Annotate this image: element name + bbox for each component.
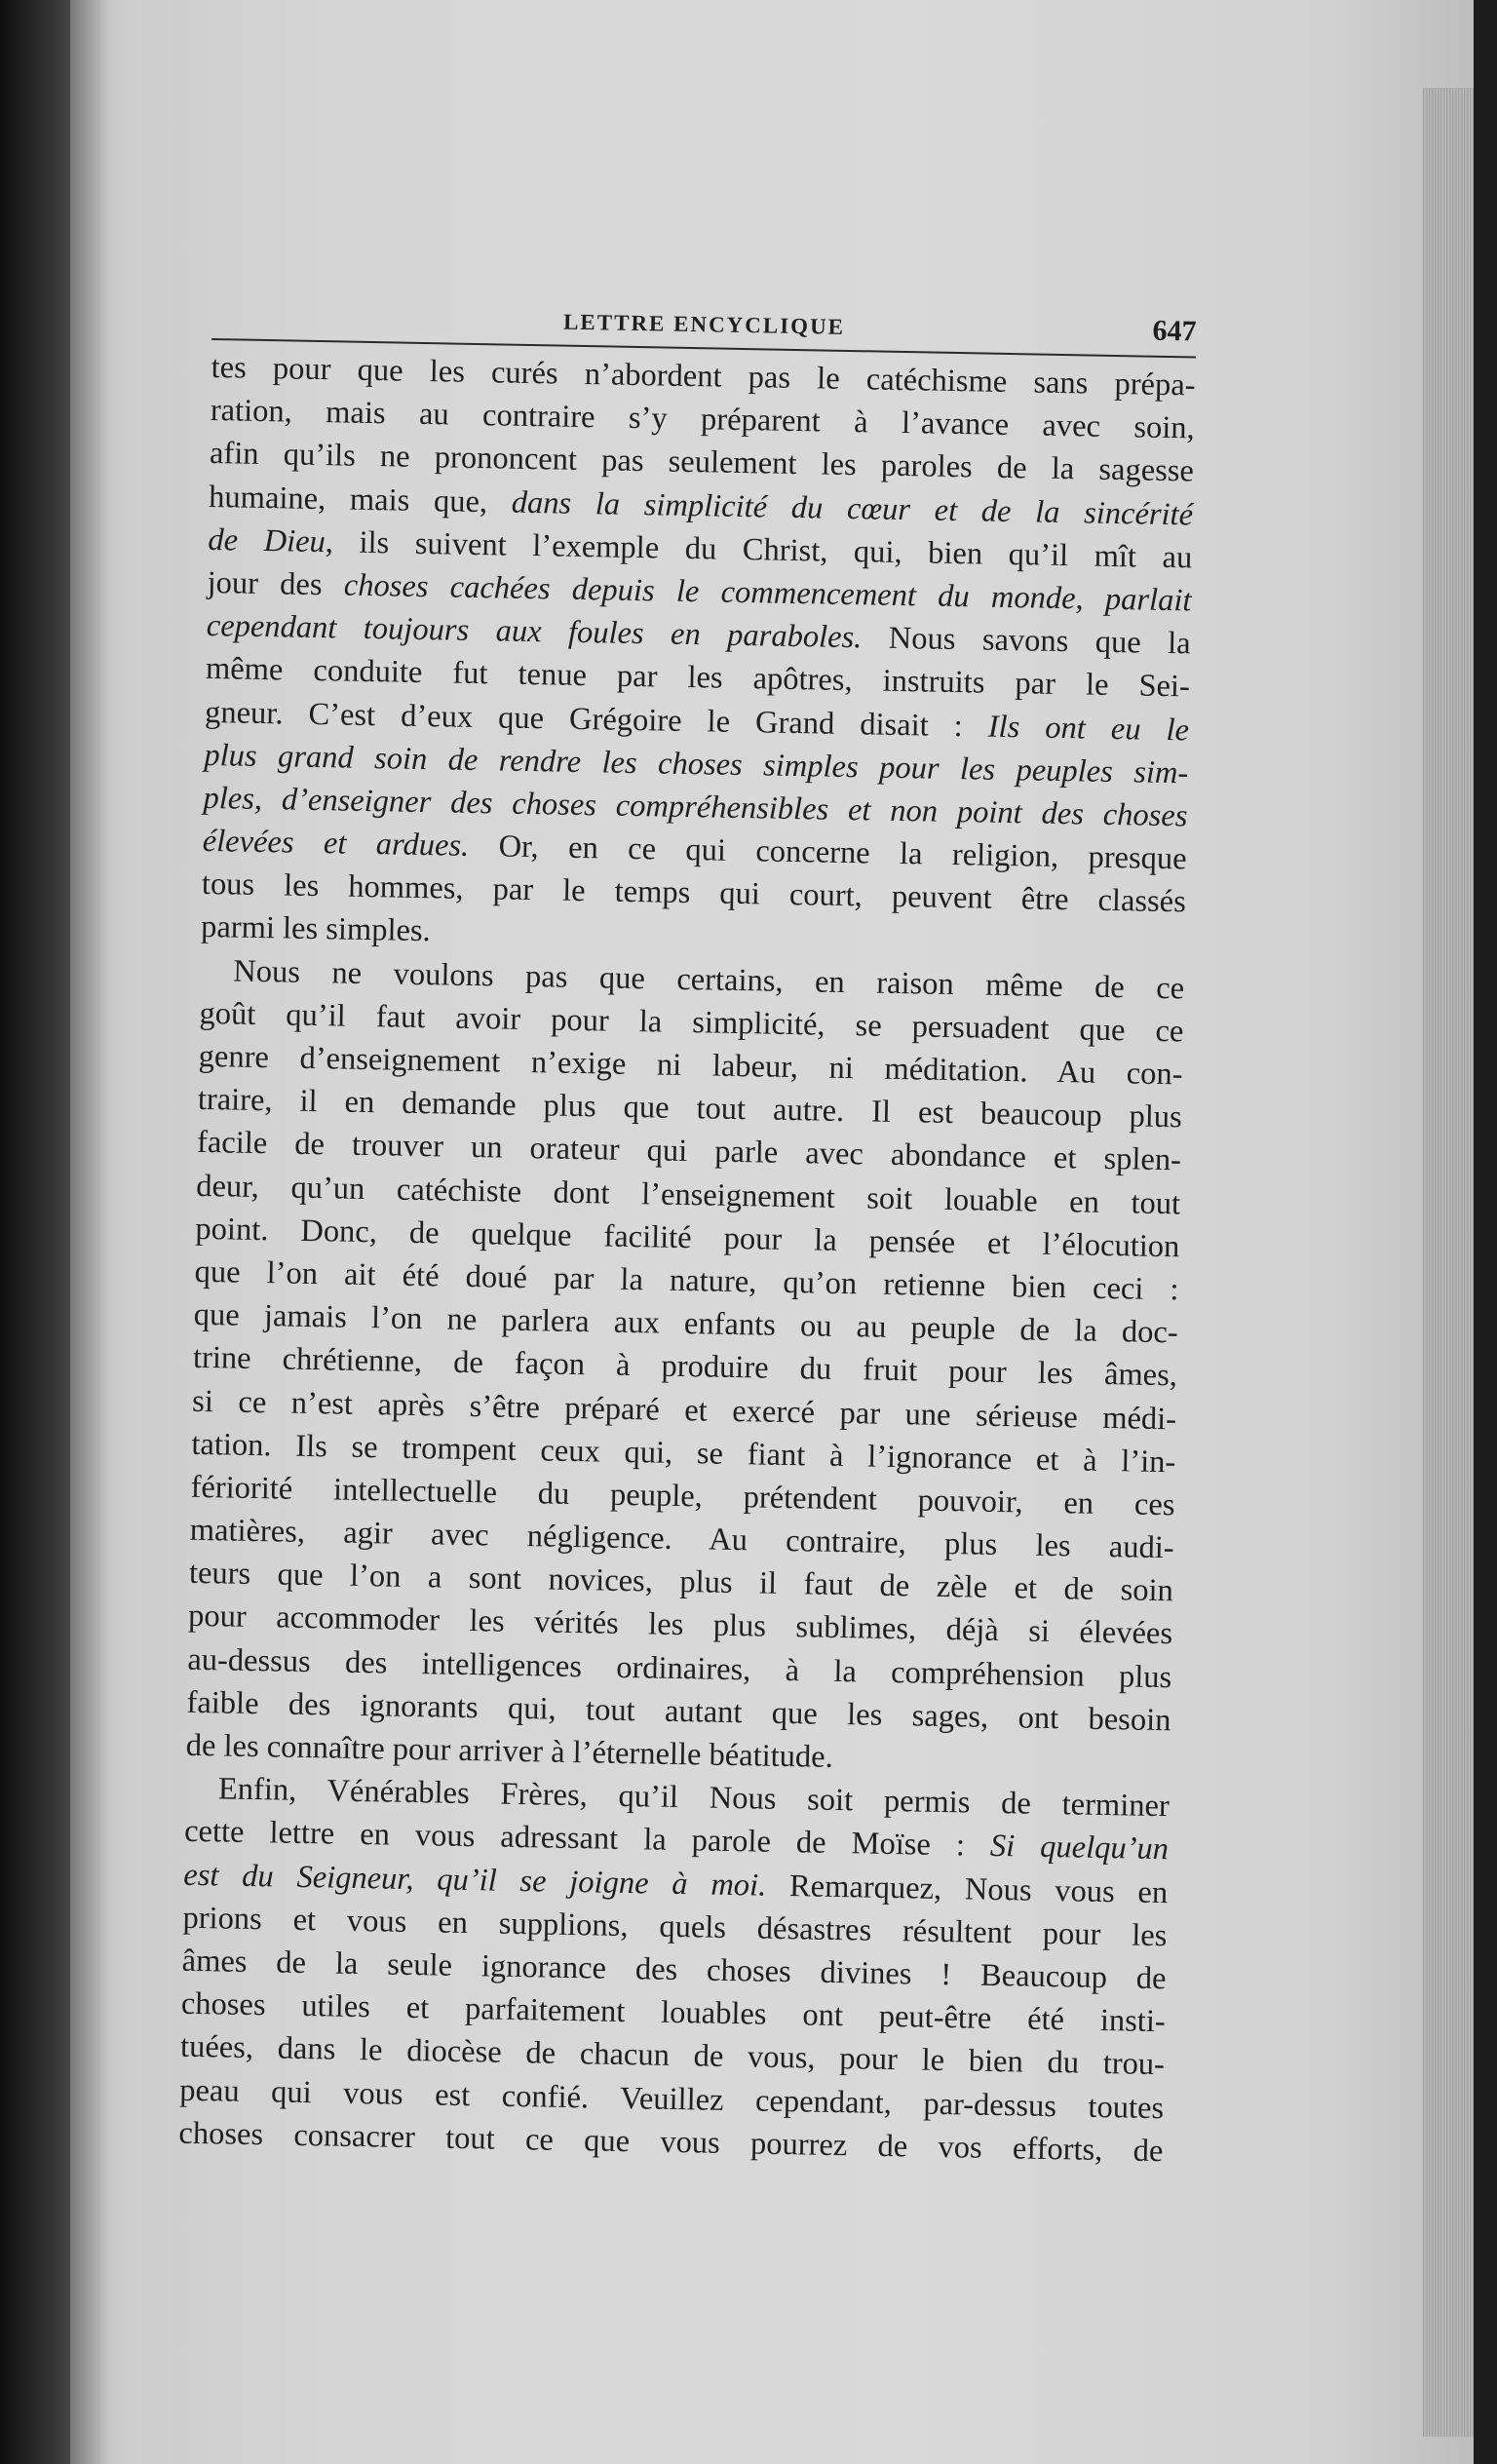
- text-run: afin qu’ils ne prononcent pas seulement les paroles de la sagesse: [209, 436, 1195, 489]
- text-run: teurs que l’on a sont novices, plus il faut de zèle et de soin: [188, 1556, 1174, 1609]
- text-run: matières, agir avec négligence. Au contraire, plus les audi-: [189, 1512, 1174, 1566]
- text-run: tous les hommes, par le temps qui court, peuvent être classés: [201, 866, 1187, 920]
- text-run: Or, en ce qui concerne la religion, presque: [468, 828, 1187, 877]
- text-run: que jamais l’on ne parlera aux enfants ou au peuple de la doc-: [193, 1296, 1179, 1351]
- text-run: Remarquez, Nous vous en: [765, 1867, 1169, 1910]
- italic-text: choses cachées depuis le commencement du monde, parlait: [343, 567, 1192, 619]
- text-run: que l’on ait été doué par la nature, qu’on retienne bien ceci :: [194, 1253, 1179, 1308]
- text-run: point. Donc, de quelque facilité pour la pensée et l’élocution: [195, 1211, 1180, 1265]
- text-run: humaine, mais que,: [208, 479, 513, 520]
- text-run: Nous savons que la: [862, 620, 1191, 662]
- text-run: choses consacrer tout ce que vous pourrez de vos efforts, de: [178, 2115, 1164, 2169]
- text-run: tation. Ils se trompent ceux qui, se fiant à l’ignorance et à l’in-: [191, 1426, 1176, 1480]
- text-run: facile de trouver un orateur qui parle avec abondance et splen-: [196, 1125, 1182, 1178]
- text-run: choses utiles et parfaitement louables ont peut-être été insti-: [180, 1985, 1167, 2040]
- text-run: fériorité intellectuelle du peuple, prétendent pouvoir, en ces: [190, 1469, 1175, 1523]
- text-run: parmi les simples.: [200, 909, 432, 949]
- italic-text: plus grand soin de rendre les choses simples pour les peuples sim-: [204, 737, 1189, 791]
- text-block: [178, 297, 1197, 2173]
- text-run: de les connaître pour arriver à l’éternelle béatitude.: [185, 1727, 834, 1775]
- italic-text: ples, d’enseigner des choses compréhensibles et non point des choses: [203, 780, 1188, 834]
- italic-text: dans la simplicité du cœur et de la sincérité: [511, 484, 1194, 533]
- italic-text: de Dieu: [208, 521, 326, 559]
- text-run: au-dessus des intelligences ordinaires, à la compréhension plus: [187, 1641, 1172, 1695]
- text-run: tuées, dans le diocèse de chacun de vous, pour le bien du trou-: [179, 2029, 1166, 2083]
- text-run: âmes de la seule ignorance des choses divines ! Beaucoup de: [181, 1943, 1167, 1997]
- text-run: même conduite fut tenue par les apôtres, instruits par le Sei-: [205, 651, 1191, 705]
- text-run: Nous ne voulons pas que certains, en raison même de ce: [233, 953, 1185, 1007]
- text-run: tes pour que les curés n’abordent pas le catéchisme sans prépa-: [211, 349, 1196, 404]
- italic-text: élevées et ardues.: [202, 823, 470, 864]
- body-text: [178, 346, 1196, 2173]
- text-run: si ce n’est après s’être préparé et exercé par une sérieuse médi-: [191, 1383, 1177, 1437]
- text-run: deur, qu’un catéchiste dont l’enseignement soit louable en tout: [195, 1168, 1181, 1221]
- text-run: peau qui vous est confié. Veuillez cependant, par-dessus toutes: [178, 2072, 1165, 2126]
- text-run: pour accommoder les vérités les plus sublimes, déjà si élevées: [187, 1598, 1173, 1652]
- running-title: LETTRE ENCYCLIQUE: [562, 309, 846, 339]
- text-run: , ils suivent l’exemple du Christ, qui, bien qu’il mît au: [325, 523, 1193, 576]
- text-run: Enfin, Vénérables Frères, qu’il Nous soit permis de terminer: [217, 1771, 1171, 1825]
- text-run: ration, mais au contraire s’y préparent à l’avance avec soin,: [210, 393, 1196, 446]
- text-run: trine chrétienne, de façon à produire du fruit pour les âmes,: [192, 1340, 1178, 1394]
- text-run: prions et vous en supplions, quels désastres résultent pour les: [182, 1900, 1168, 1953]
- text-run: cette lettre en vous adressant la parole de Moïse :: [183, 1814, 991, 1865]
- gutter-shadow: [70, 0, 109, 2464]
- text-run: genre d’enseignement n’exige ni labeur, ni méditation. Au con-: [198, 1038, 1183, 1093]
- italic-text: Ils ont eu le: [987, 709, 1190, 748]
- text-run: traire, il en demande plus que tout autre. Il est beaucoup plus: [197, 1082, 1183, 1136]
- page-number: 647: [1152, 314, 1197, 348]
- text-run: gneur. C’est d’eux que Grégoire le Grand disait :: [204, 694, 989, 745]
- text-run: jour des: [207, 564, 345, 603]
- italic-text: cependant toujours aux foules en paraboles.: [206, 608, 863, 656]
- text-run: faible des ignorants qui, tout autant que les sages, ont besoin: [186, 1684, 1171, 1739]
- page-edges: [1423, 88, 1474, 2437]
- text-run: goût qu’il faut avoir pour la simplicité, se persuadent que ce: [199, 995, 1184, 1050]
- italic-text: est du Seigneur, qu’il se joigne à moi.: [183, 1857, 767, 1904]
- italic-text: Si quelqu’un: [989, 1829, 1170, 1867]
- left-page-edge: [0, 0, 70, 2464]
